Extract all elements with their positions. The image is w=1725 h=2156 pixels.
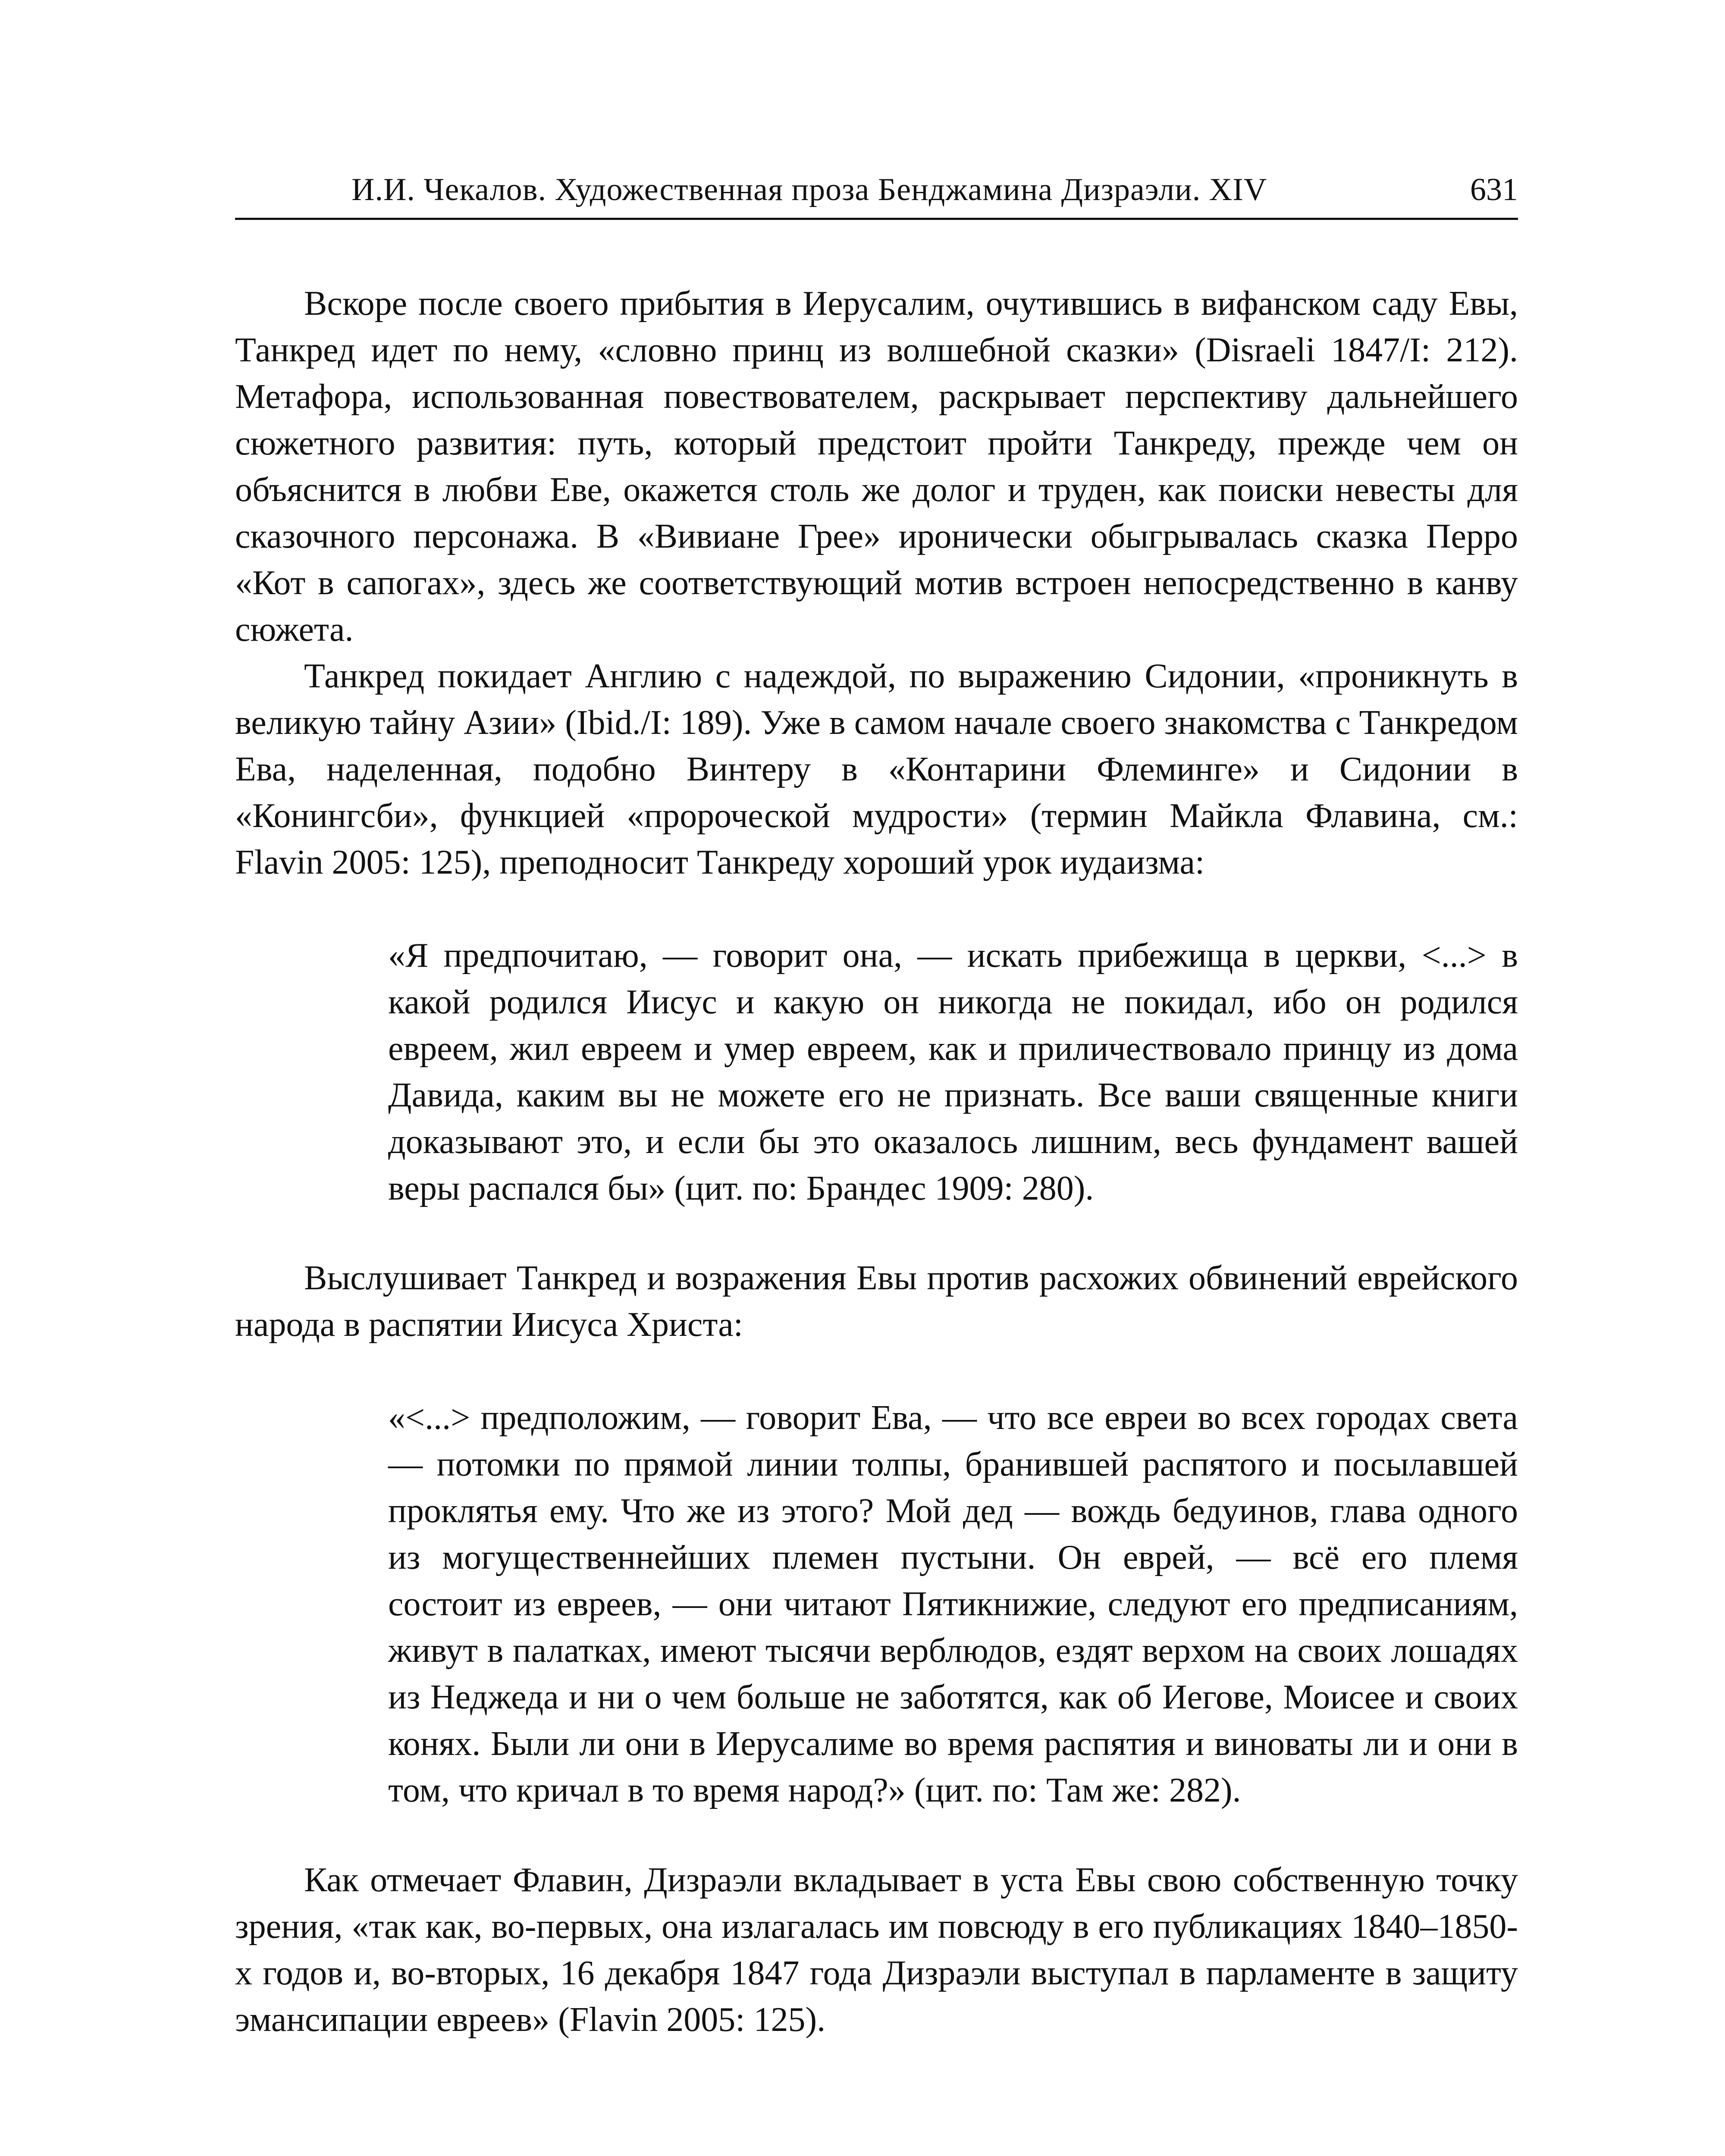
page-number: 631 [1470,172,1518,207]
block-quote-2: «<...> предположим, — говорит Ева, — что все евреи во всех городах света — потомки по прямой линии толпы, бранившей распятого и посылавшей проклятья ему. Что же из этого? Мой дед — вождь бедуинов, глава одного из могущественнейших племен пустыни. Он еврей, — всё его племя состоит из евреев, — они читают Пятикнижие, следуют его предписаниям, живут в палатках, имеют тысячи верблюдов, ездят верхом на своих лошадях из Неджеда и ни о чем больше не заботятся, как об Иегове, Моисее и своих конях. Были ли они в Иерусалиме во время распятия и виноваты ли и они в том, что кричал в то время народ?» (цит. по: Там же: 282). [388,1399,1518,1809]
paragraph-2: Танкред покидает Англию с надеждой, по выражению Сидонии, «проникнуть в великую тайну Азии» (Ibid./I: 189). Уже в самом начале своего знакомства с Танкредом Ева, наделенная, подобно Винтеру в «Контарини Флеминге» и Сидонии в «Конингсби», функцией «пророческой мудрости» (термин Майкла Флавина, см.: Flavin 2005: 125), преподносит Танкреду хороший урок иудаизма: [235,657,1518,881]
header-rule [235,218,1518,220]
paragraph-3: Выслушивает Танкред и возражения Евы против расхожих обвинений еврейского народа в распятии Иисуса Христа: [235,1259,1518,1344]
body-text [235,280,1518,2043]
book-page [235,0,1518,2156]
paragraph-1: Вскоре после своего прибытия в Иерусалим, очутившись в вифанском саду Евы, Танкред идет по нему, «словно принц из волшебной сказки» (Disraeli 1847/I: 212). Метафора, использованная повествователем, раскрывает перспективу дальнейшего сюжетного развития: путь, который предстоит пройти Танкреду, прежде чем он объяснится в любви Еве, окажется столь же долог и труден, как поиски невесты для сказочного персонажа. В «Вивиане Грее» иронически обыгрывалась сказка Перро «Кот в сапогах», здесь же соответствующий мотив встроен непосредственно в канву сюжета. [235,285,1518,649]
block-quote-1: «Я предпочитаю, — говорит она, — искать прибежища в церкви, <...> в какой родился Иисус и какую он никогда не покидал, ибо он родился евреем, жил евреем и умер евреем, как и приличествовало принцу из дома Давида, каким вы не можете его не признать. Все ваши священные книги доказывают это, и если бы это оказалось лишним, весь фундамент вашей веры распался бы» (цит. по: Брандес 1909: 280). [388,937,1518,1207]
running-head [235,166,1518,213]
running-title: И.И. Чекалов. Художественная проза Бенджамина Дизраэли. XIV [351,172,1267,207]
paragraph-4: Как отмечает Флавин, Дизраэли вкладывает в уста Евы свою собственную точку зрения, «так как, во-первых, она излагалась им повсюду в его публикациях 1840–1850-х годов и, во-вторых, 16 декабря 1847 года Дизраэли выступал в парламенте в защиту эмансипации евреев» (Flavin 2005: 125). [235,1861,1518,2039]
